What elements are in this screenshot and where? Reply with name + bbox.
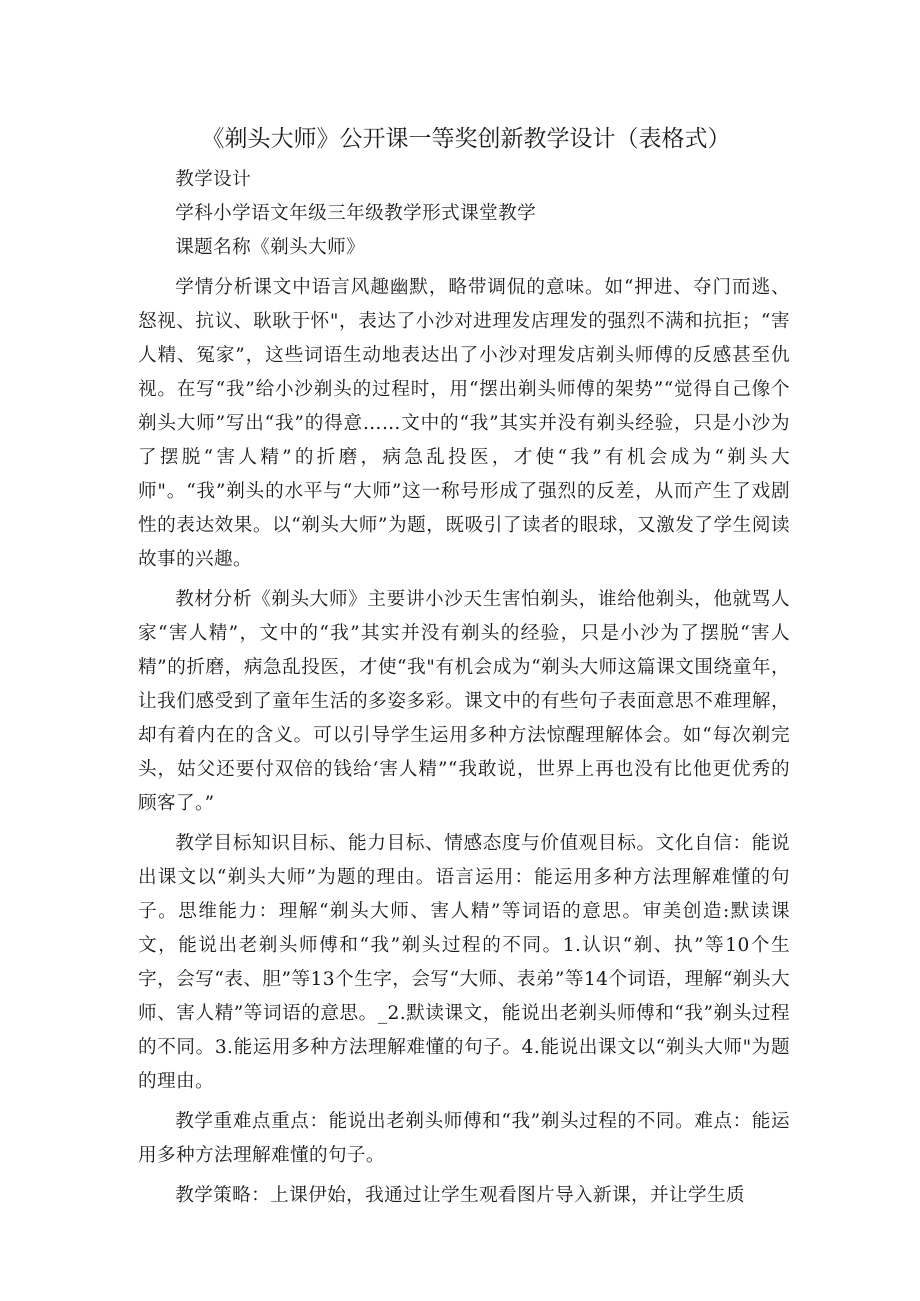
paragraph-key-difficulties: 教学重难点重点：能说出老剃头师傅和“我”剃头过程的不同。难点：能运用多种方法理解难懂的句子。 xyxy=(138,1111,790,1166)
paragraph-design-label: 教学设计 xyxy=(175,169,252,190)
paragraph-lesson-name: 课题名称《剃头大师》 xyxy=(175,237,366,258)
paragraph-teaching-goals: 教学目标知识目标、能力目标、情感态度与价值观目标。文化自信：能说出课文以“剃头大师”为题的理由。语言运用：能运用多种方法理解难懂的句子。思维能力：理解“剃头大师、害人精”等词语的意思。审美创造:默读课文，能说出老剃头师傅和“我”剃头过程的不同。1.认识“剃、执”等10个生字，会写“表、胆”等13个生字，会写“大师、表弟”等14个词语，理解“剃头大师、害人精”等词语的意思。_2.默读课文，能说出老剃头师傅和“我”剃头过程的不同。3.能运用多种方法理解难懂的句子。4.能说出课文以“剃头大师"为题的理由。 xyxy=(138,833,790,1092)
document-title: 《剃头大师》公开课一等奖创新教学设计（表格式） xyxy=(201,126,731,152)
document-page xyxy=(138,120,790,1213)
paragraph-material-analysis: 教材分析《剃头大师》主要讲小沙天生害怕剃头，谁给他剃头，他就骂人家“害人精”，文中的“我”其实并没有剃头的经验，只是小沙为了摆脱“害人精”的折磨，病急乱投医，才使“我"有机会成为“剃头大师这篇课文围绕童年，让我们感受到了童年生活的多姿多彩。课文中的有些句子表面意思不难理解，却有着内在的含义。可以引导学生运用多种方法惊醒理解体会。如“每次剃完头，姑父还要付双倍的钱给‘害人精”“我敢说，世界上再也没有比他更优秀的顾客了。” xyxy=(138,589,790,814)
paragraph-subject-info: 学科小学语文年级三年级教学形式课堂教学 xyxy=(175,203,537,224)
paragraph-teaching-strategy: 教学策略：上课伊始，我通过让学生观看图片导入新课，并让学生质 xyxy=(175,1185,746,1206)
paragraph-learner-analysis: 学情分析课文中语言风趣幽默，略带调侃的意味。如“押进、夺门而逃、怒视、抗议、耿耿于怀"，表达了小沙对进理发店理发的强烈不满和抗拒；“害人精、冤家”，这些词语生动地表达出了小沙对理发店剃头师傅的反感甚至仇视。在写“我”给小沙剃头的过程时，用“摆出剃头师傅的架势”“觉得自己像个剃头大师”写出“我”的得意……文中的“我”其实并没有剃头经验，只是小沙为了摆脱“害人精”的折磨，病急乱投医，才使“我”有机会成为“剃头大师"。“我”剃头的水平与“大师”这一称号形成了强烈的反差，从而产生了戏剧性的表达效果。以“剃头大师”为题，既吸引了读者的眼球，又激发了学生阅读故事的兴趣。 xyxy=(138,277,790,570)
